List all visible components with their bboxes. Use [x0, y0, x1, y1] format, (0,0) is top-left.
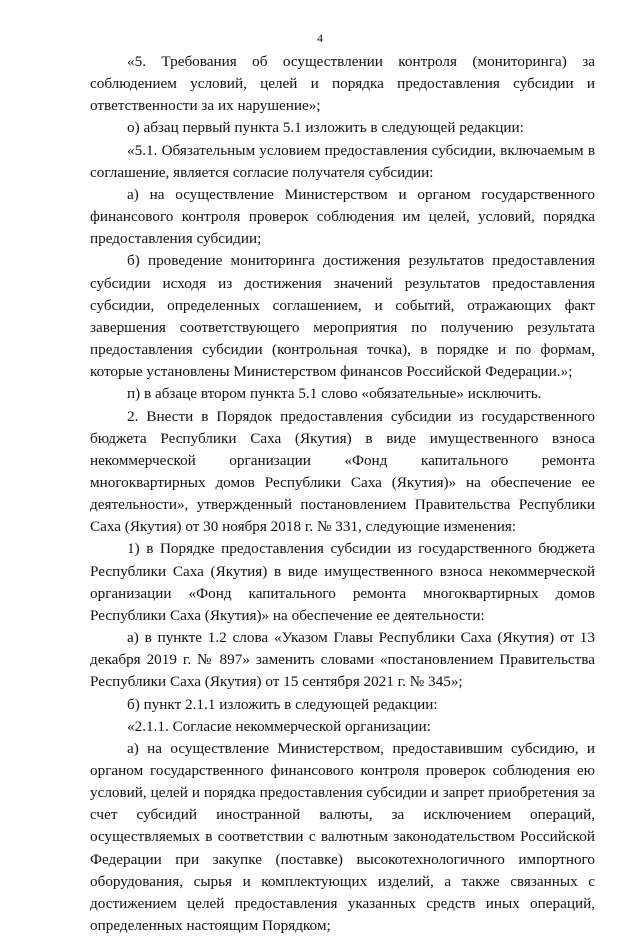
paragraph-5-1-a: а) на осуществление Министерством и органом государственного финансового контроля проверок соблюдения им целей, условий, порядка предоставления субсидии; — [90, 185, 595, 248]
paragraph-2-1-b: б) пункт 2.1.1 изложить в следующей редакции: — [127, 695, 438, 713]
paragraph-2-1: 1) в Порядке предоставления субсидии из государственного бюджета Республики Саха (Якутия) в виде имущественного взноса некоммерческой организации «Фонд капитального ремонта многоквартирных домов Республики Саха (Якутия)» на обеспечение ее деятельности: — [90, 540, 595, 624]
paragraph-2-1-1: «2.1.1. Согласие некоммерческой организации: — [127, 717, 431, 735]
paragraph-item-p: п) в абзаце втором пункта 5.1 слово «обязательные» исключить. — [127, 385, 542, 403]
paragraph-2-1-1-a: а) на осуществление Министерством, предоставившим субсидию, и органом государственного финансового контроля проверок соблюдения ею условий, целей и порядка предоставления субсидии и запрет приобретения за счет субсидий иностранной валюты, за исключением операций, осуществляемых в соответствии с валютным законодательством Российской Федерации при закупке (поставке) высокотехнологичного импортного оборудования, сырья и комплектующих изделий, а также связанных с достижением целей предоставления указанных средств иных операций, определенных настоящим Порядком; — [90, 739, 595, 935]
paragraph-5-1: «5.1. Обязательным условием предоставления субсидии, включаемым в соглашение, является согласие получателя субсидии: — [90, 141, 595, 181]
paragraph-section-2: 2. Внести в Порядок предоставления субсидии из государственного бюджета Республики Саха (Якутия) в виде имущественного взноса некоммерческой организации «Фонд капитального ремонта многоквартирных домов Республики Саха (Якутия)» на обеспечение ее деятельности», утвержденный постановлением Правительства Республики Саха (Якутия) от 30 ноября 2018 г. № 331, следующие изменения: — [90, 407, 595, 536]
paragraph-item-o: о) абзац первый пункта 5.1 изложить в следующей редакции: — [127, 119, 524, 137]
page-number: 4 — [317, 31, 323, 45]
paragraph-5-1-b: б) проведение мониторинга достижения результатов предоставления субсидии исходя из достижения значений результатов предоставления субсидии, определенных соглашением, и событий, отражающих факт завершения соответствующего мероприятия по получению результата предоставления субсидии (контрольная точка), в порядке и по формам, которые установлены Министерством финансов Российской Федерации.»; — [90, 252, 595, 381]
paragraph-2-1-a: а) в пункте 1.2 слова «Указом Главы Республики Саха (Якутия) от 13 декабря 2019 г. № 897» заменить словами «постановлением Правительства Республики Саха (Якутия) от 15 сентября 2021 г. № 345»; — [90, 629, 595, 691]
document-body — [90, 51, 595, 937]
paragraph-section-5-title: «5. Требования об осуществлении контроля (мониторинга) за соблюдением условий, целей и порядка предоставления субсидии и ответственности за их нарушение»; — [90, 53, 595, 115]
